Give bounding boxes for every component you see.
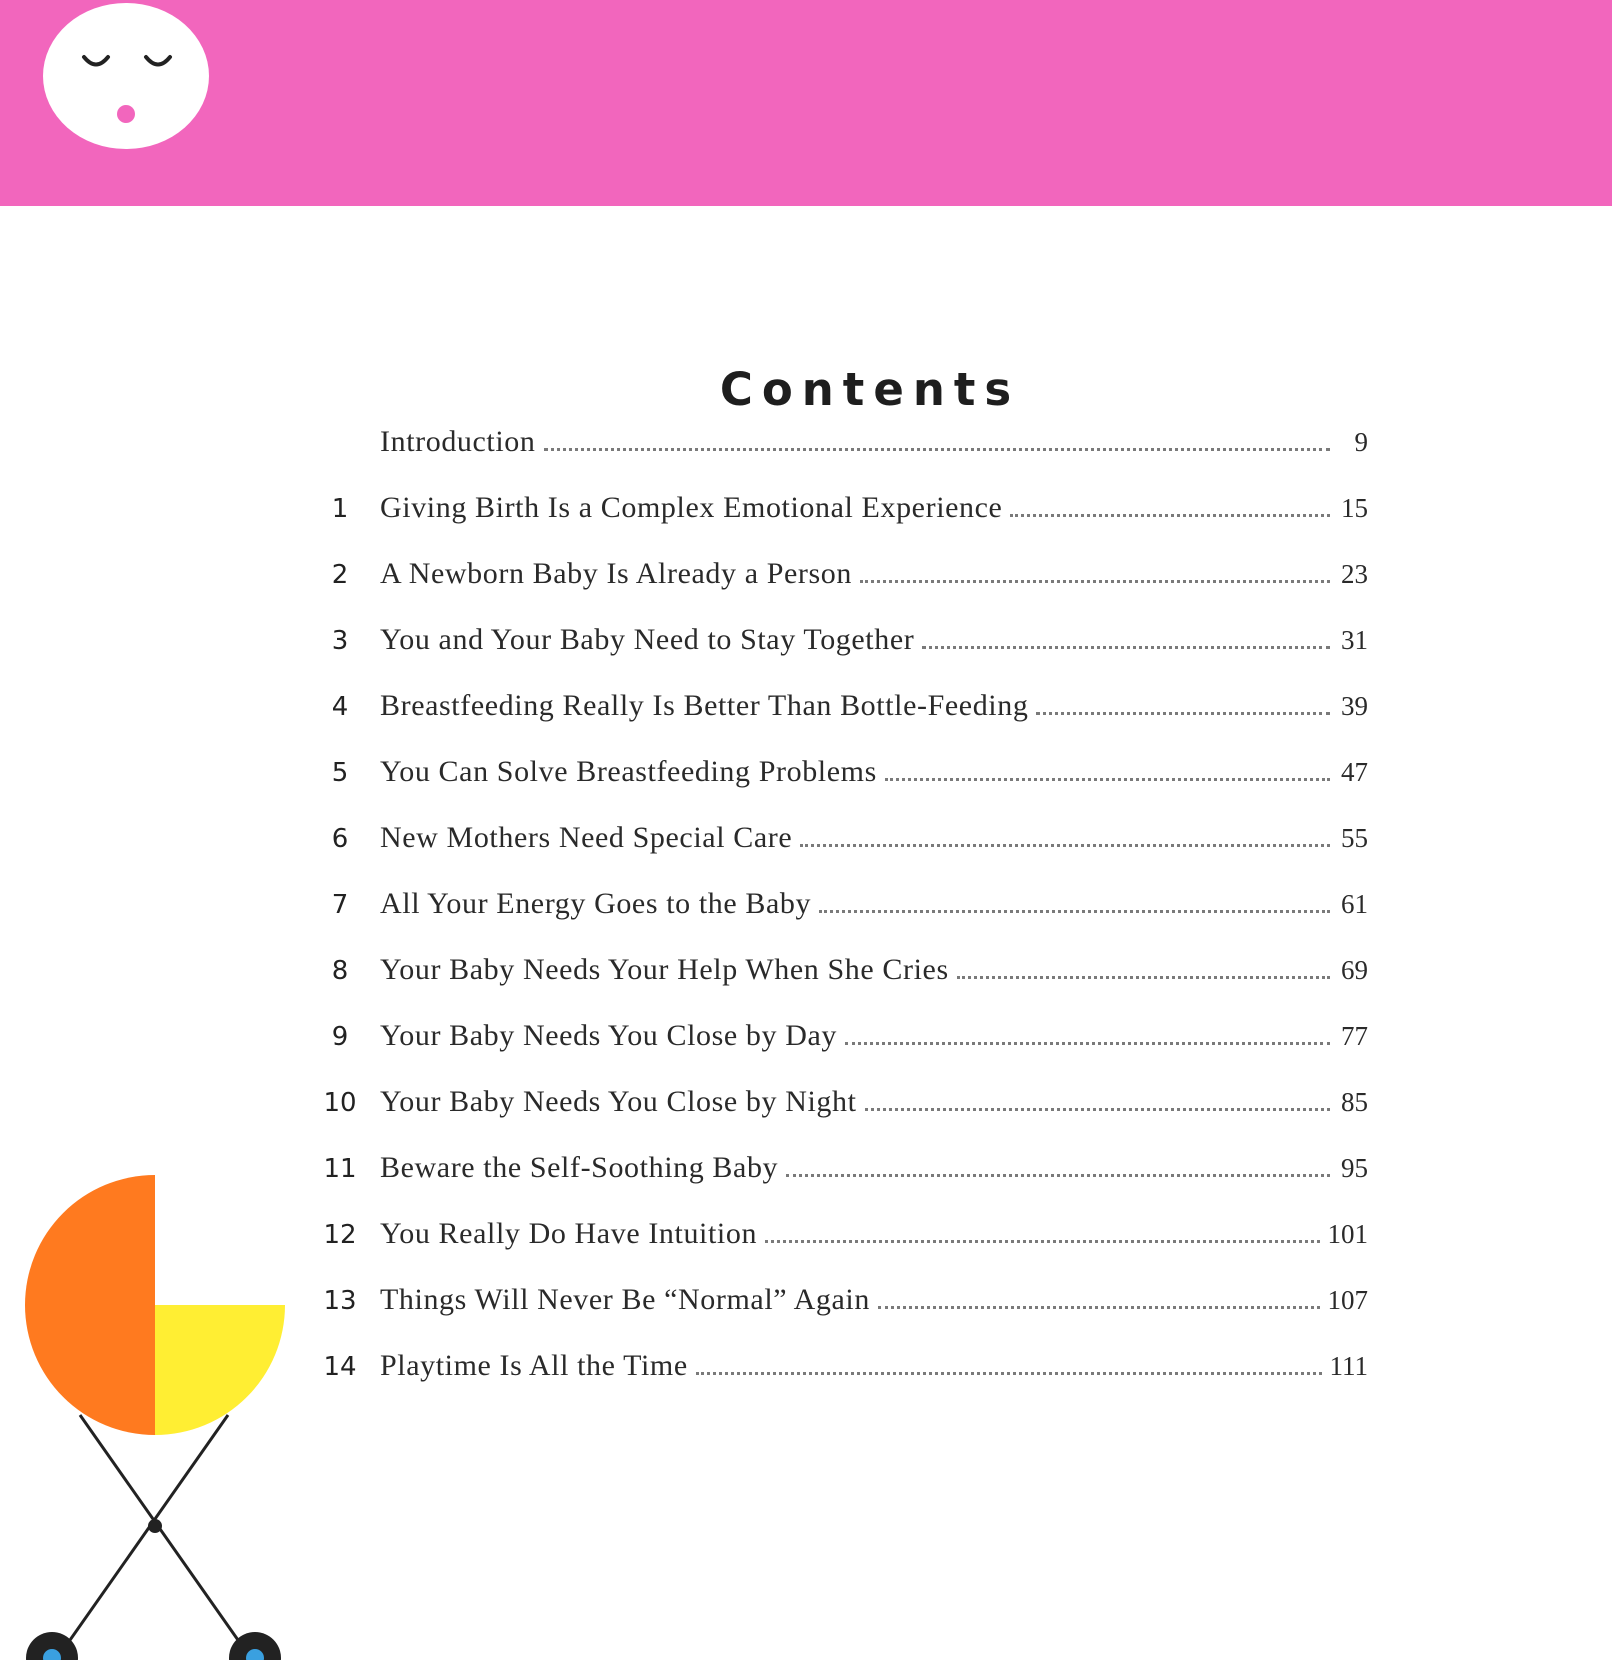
page-number: 9 — [1354, 427, 1368, 457]
chapter-number: 14 — [323, 1352, 357, 1382]
toc-entry[interactable] — [300, 689, 1368, 755]
chapter-title: Things Will Never Be “Normal” Again — [380, 1283, 870, 1316]
page-number: 95 — [1341, 1153, 1368, 1183]
chapter-number: 7 — [331, 890, 349, 920]
toc-entry[interactable] — [300, 1217, 1368, 1283]
dot-leader — [819, 909, 1330, 913]
toc-entry[interactable] — [300, 1283, 1368, 1349]
dot-leader — [878, 1305, 1320, 1309]
table-of-contents — [300, 425, 1368, 1415]
toc-entry[interactable] — [300, 1151, 1368, 1217]
page-title: Contents — [719, 363, 1021, 417]
chapter-title: Playtime Is All the Time — [380, 1349, 688, 1382]
page-number: 31 — [1341, 625, 1368, 655]
chapter-number: 12 — [323, 1220, 357, 1250]
toc-entry[interactable] — [300, 623, 1368, 689]
toc-entry[interactable] — [300, 953, 1368, 1019]
chapter-title: Breastfeeding Really Is Better Than Bottle-Feeding — [380, 689, 1029, 722]
chapter-number: 1 — [331, 494, 349, 524]
toc-entry[interactable] — [300, 1085, 1368, 1151]
stroller-canopy — [25, 1175, 155, 1435]
chapter-number: 6 — [331, 824, 349, 854]
toc-entry[interactable] — [300, 1349, 1368, 1415]
toc-entry[interactable] — [300, 821, 1368, 887]
chapter-number: 3 — [331, 626, 349, 656]
dot-leader — [800, 843, 1330, 847]
header-band — [0, 0, 1612, 206]
dot-leader — [922, 645, 1330, 649]
chapter-title: You Can Solve Breastfeeding Problems — [380, 755, 877, 788]
dot-leader — [885, 777, 1330, 781]
dot-leader — [696, 1371, 1322, 1375]
stroller-frame-bar — [80, 1415, 245, 1650]
toc-entry[interactable] — [300, 491, 1368, 557]
stroller-frame-bar — [63, 1415, 228, 1650]
chapter-title: Giving Birth Is a Complex Emotional Experience — [380, 491, 1003, 524]
toc-entry[interactable] — [300, 887, 1368, 953]
dot-leader — [786, 1173, 1330, 1177]
page-number: 23 — [1341, 559, 1368, 589]
page-number: 39 — [1341, 691, 1368, 721]
page-number: 77 — [1341, 1021, 1368, 1051]
page-number: 107 — [1327, 1285, 1368, 1315]
chapter-number: 8 — [331, 956, 349, 986]
chapter-number: 10 — [323, 1088, 357, 1118]
chapter-title: Your Baby Needs Your Help When She Cries — [380, 953, 949, 986]
chapter-title: Your Baby Needs You Close by Night — [380, 1085, 857, 1118]
page-number: 55 — [1341, 823, 1368, 853]
chapter-title: A Newborn Baby Is Already a Person — [380, 557, 852, 590]
dot-leader — [1036, 711, 1330, 715]
page-number: 47 — [1341, 757, 1368, 787]
page-number: 111 — [1329, 1351, 1368, 1381]
dot-leader — [865, 1107, 1330, 1111]
page-number: 61 — [1341, 889, 1368, 919]
dot-leader — [860, 579, 1330, 583]
dot-leader — [765, 1239, 1319, 1243]
header-banner — [0, 0, 1612, 206]
chapter-number: 13 — [323, 1286, 357, 1316]
toc-entry[interactable] — [300, 425, 1368, 491]
stroller-basket — [155, 1305, 285, 1435]
stroller-pivot — [148, 1519, 162, 1533]
dot-leader — [845, 1041, 1330, 1045]
chapter-title: Beware the Self-Soothing Baby — [380, 1151, 779, 1184]
page-number: 85 — [1341, 1087, 1368, 1117]
dot-leader — [1010, 513, 1330, 517]
page-number: 15 — [1341, 493, 1368, 523]
sleeping-baby-face-icon — [42, 2, 210, 150]
chapter-title: You and Your Baby Need to Stay Together — [380, 623, 915, 656]
chapter-title: Your Baby Needs You Close by Day — [380, 1019, 838, 1052]
dot-leader — [957, 975, 1330, 979]
chapter-number: 11 — [323, 1154, 357, 1184]
toc-entry[interactable] — [300, 755, 1368, 821]
chapter-number: 5 — [331, 758, 349, 788]
chapter-number: 4 — [331, 692, 349, 722]
toc-entry[interactable] — [300, 1019, 1368, 1085]
page-number: 101 — [1327, 1219, 1368, 1249]
toc-entry[interactable] — [300, 557, 1368, 623]
chapter-title: You Really Do Have Intuition — [380, 1217, 758, 1250]
chapter-title: All Your Energy Goes to the Baby — [380, 887, 812, 920]
baby-stroller-icon — [0, 1160, 300, 1660]
chapter-number: 9 — [331, 1022, 349, 1052]
chapter-title: New Mothers Need Special Care — [380, 821, 793, 854]
chapter-title: Introduction — [380, 425, 536, 458]
dot-leader — [544, 447, 1330, 451]
page-number: 69 — [1341, 955, 1368, 985]
chapter-number: 2 — [331, 560, 349, 590]
